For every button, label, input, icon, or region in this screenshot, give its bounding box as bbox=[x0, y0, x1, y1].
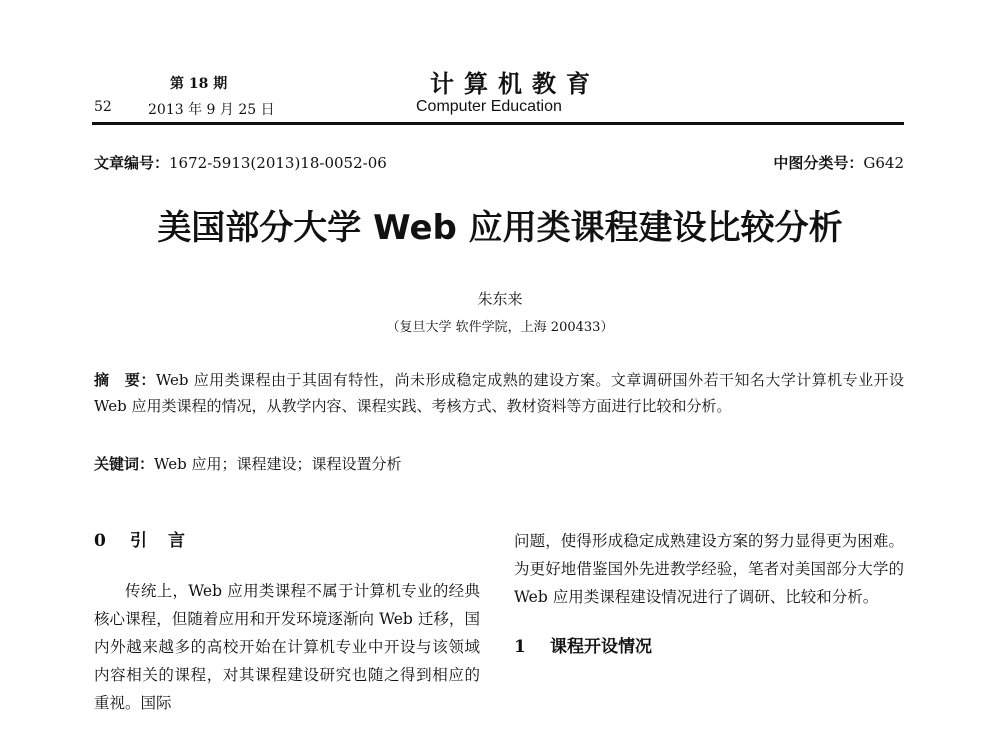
keywords-text: Web 应用；课程建设；课程设置分析 bbox=[154, 455, 402, 473]
article-id-label: 文章编号： bbox=[94, 154, 170, 172]
section-title: 引 言 bbox=[130, 531, 187, 551]
body-column-left bbox=[94, 527, 480, 717]
article-title: 美国部分大学 Web 应用类课程建设比较分析 bbox=[157, 208, 843, 248]
author-affiliation: （复旦大学 软件学院，上海 200433） bbox=[386, 320, 614, 335]
keywords-label: 关键词： bbox=[94, 455, 155, 473]
section-number: 1 bbox=[514, 637, 526, 657]
paragraph: 传统上，Web 应用类课程不属于计算机专业的经典核心课程，但随着应用和开发环境逐渐向 Web 迁移，国内外越来越多的高校开始在计算机专业中开设与该领域内容相关的课程，对其课程建设研究也随之得到相应的重视。国际 bbox=[94, 582, 480, 712]
paragraph: 问题，使得形成稳定成熟建设方案的努力显得更为困难。为更好地借鉴国外先进教学经验，笔者对美国部分大学的 Web 应用类课程建设情况进行了调研、比较和分析。 bbox=[514, 532, 904, 606]
page-number: 52 bbox=[94, 99, 112, 115]
header-rule bbox=[92, 122, 904, 125]
abstract bbox=[94, 367, 904, 419]
section-heading-intro bbox=[94, 527, 480, 555]
journal-title-cn: 计算机教育 bbox=[430, 69, 600, 98]
section-number: 0 bbox=[94, 531, 108, 551]
publication-date: 2013 年 9 月 25 日 bbox=[148, 102, 275, 118]
article-id-value: 1672-5913(2013)18-0052-06 bbox=[169, 154, 387, 172]
class-id-value: G642 bbox=[863, 154, 904, 172]
journal-title-en: Computer Education bbox=[416, 98, 562, 115]
keywords bbox=[94, 453, 904, 474]
classification-id bbox=[773, 152, 904, 173]
section-heading-courses bbox=[514, 633, 904, 661]
abstract-text: Web 应用类课程由于其固有特性，尚未形成稳定成熟的建设方案。文章调研国外若干知名大学计算机专业开设 Web 应用类课程的情况，从教学内容、课程实践、考核方式、教材资料等方面进行比较和分析。 bbox=[94, 371, 904, 415]
section-title: 课程开设情况 bbox=[550, 637, 652, 657]
body-column-right bbox=[514, 527, 904, 661]
article-id bbox=[94, 152, 387, 173]
issue-number: 第 18 期 bbox=[170, 76, 228, 92]
class-id-label: 中图分类号： bbox=[773, 154, 864, 172]
abstract-label: 摘 要： bbox=[94, 371, 156, 389]
author-name: 朱东来 bbox=[477, 290, 523, 308]
